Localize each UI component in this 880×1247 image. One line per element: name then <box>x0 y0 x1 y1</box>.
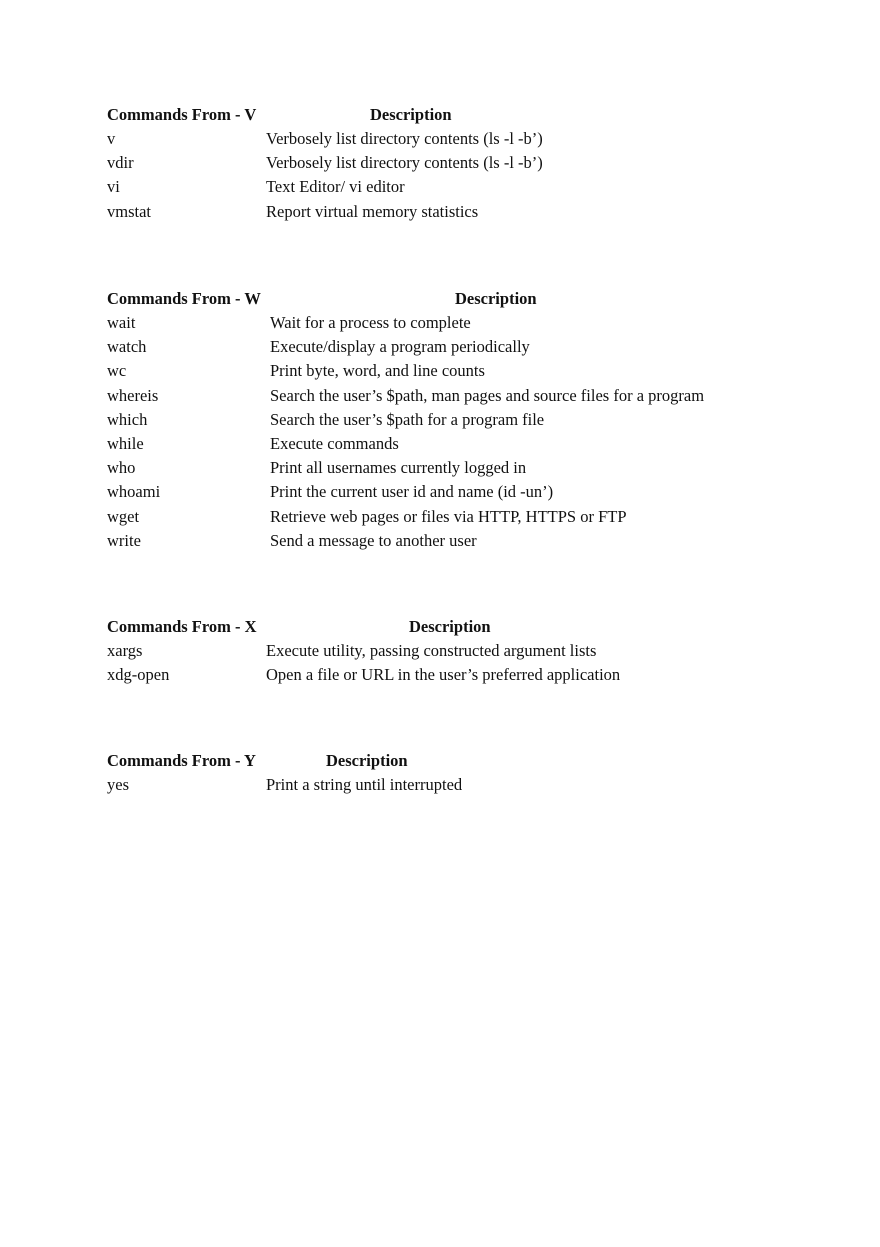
command-description: Print the current user id and name (id -un’) <box>270 482 554 502</box>
command-description: Search the user’s $path for a program file <box>270 409 545 429</box>
command-description: Print a string until interrupted <box>266 775 463 794</box>
command-description: Search the user’s $path, man pages and source files for a program <box>270 385 705 405</box>
command-name: vi <box>107 177 120 197</box>
commands-heading: Commands From - W <box>107 289 261 308</box>
command-name: vdir <box>107 153 134 173</box>
command-name: xargs <box>107 641 143 660</box>
command-description: Execute commands <box>270 433 399 453</box>
command-row <box>107 337 807 361</box>
command-description: Text Editor/ vi editor <box>266 177 405 197</box>
section-header <box>107 617 807 641</box>
command-row <box>107 313 807 337</box>
section-commands-v <box>107 105 807 226</box>
command-row <box>107 458 807 482</box>
command-row <box>107 775 807 799</box>
command-row <box>107 410 807 434</box>
commands-heading: Commands From - X <box>107 617 257 636</box>
command-description: Execute utility, passing constructed argument lists <box>266 641 597 660</box>
command-description: Open a file or URL in the user’s preferred application <box>266 665 621 685</box>
command-name: vmstat <box>107 201 151 221</box>
command-row <box>107 434 807 458</box>
command-row <box>107 386 807 410</box>
description-heading: Description <box>409 617 491 636</box>
description-heading: Description <box>455 289 537 308</box>
command-row <box>107 507 807 531</box>
command-name: whoami <box>107 482 161 502</box>
command-row <box>107 531 807 555</box>
command-name: who <box>107 458 136 478</box>
command-row <box>107 129 807 153</box>
command-description: Wait for a process to complete <box>270 313 471 332</box>
description-heading: Description <box>326 751 408 770</box>
command-row <box>107 153 807 177</box>
command-row <box>107 177 807 201</box>
section-header <box>107 289 807 313</box>
command-description: Verbosely list directory contents (ls -l -b’) <box>266 153 543 173</box>
command-description: Execute/display a program periodically <box>270 337 530 357</box>
section-header <box>107 105 807 129</box>
command-description: Verbosely list directory contents (ls -l -b’) <box>266 129 543 148</box>
commands-heading: Commands From - Y <box>107 751 256 770</box>
command-description: Print byte, word, and line counts <box>270 361 485 381</box>
command-description: Print all usernames currently logged in <box>270 458 527 478</box>
command-description: Send a message to another user <box>270 530 477 550</box>
command-name: wc <box>107 361 127 381</box>
section-header <box>107 751 807 775</box>
command-name: watch <box>107 337 147 357</box>
command-name: which <box>107 409 148 429</box>
command-name: wait <box>107 313 136 332</box>
section-commands-y <box>107 751 807 799</box>
commands-heading: Commands From - V <box>107 105 257 124</box>
command-name: v <box>107 129 116 148</box>
command-description: Retrieve web pages or files via HTTP, HTTPS or FTP <box>270 506 627 526</box>
command-name: yes <box>107 775 129 794</box>
command-row <box>107 361 807 385</box>
command-row <box>107 665 807 689</box>
command-row <box>107 482 807 506</box>
command-description: Report virtual memory statistics <box>266 201 479 221</box>
section-commands-w <box>107 289 807 555</box>
command-row <box>107 641 807 665</box>
description-heading: Description <box>370 105 452 124</box>
command-name: while <box>107 433 144 453</box>
command-name: whereis <box>107 385 159 405</box>
command-name: wget <box>107 506 140 526</box>
command-name: write <box>107 530 141 550</box>
command-row <box>107 202 807 226</box>
section-commands-x <box>107 617 807 689</box>
command-name: xdg-open <box>107 665 170 685</box>
